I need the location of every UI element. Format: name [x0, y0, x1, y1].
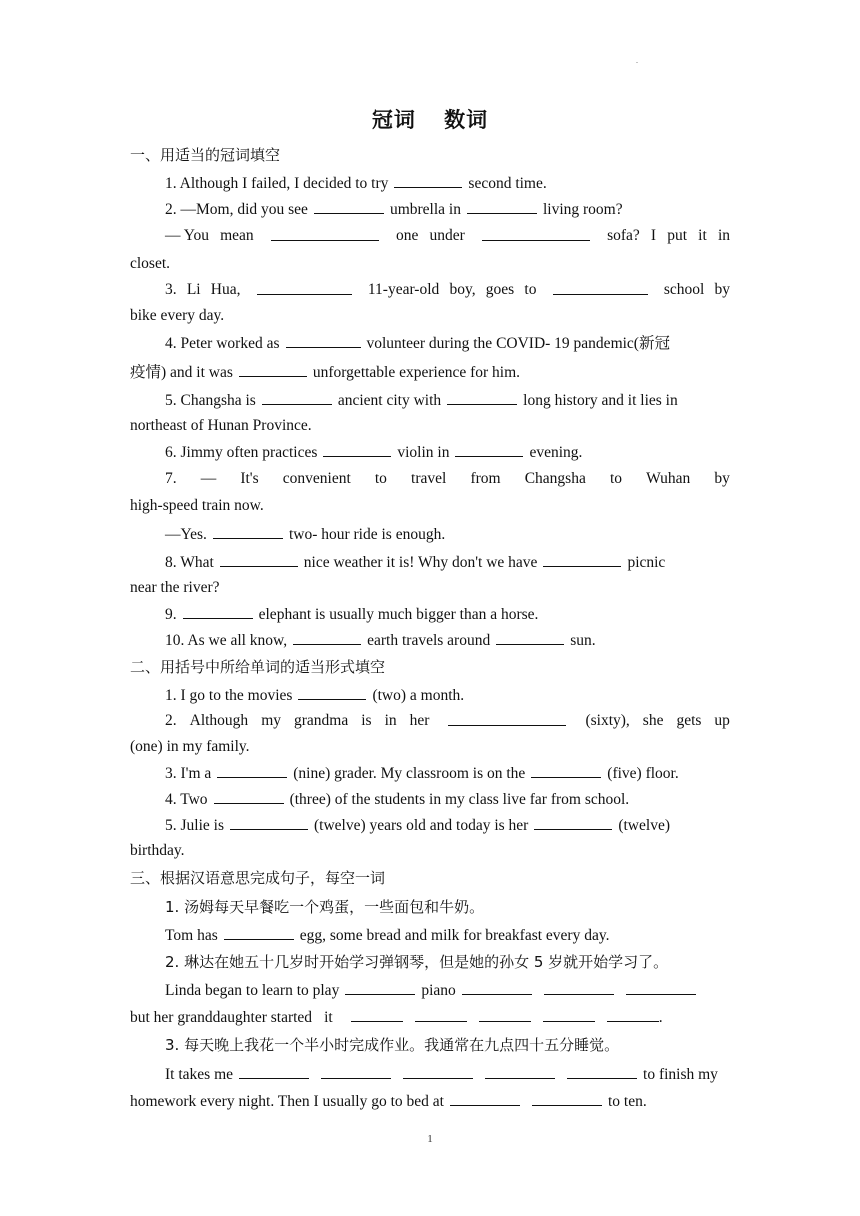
answer-blank[interactable] — [462, 980, 532, 995]
answer-blank[interactable] — [553, 280, 648, 295]
s3-q3-english: It takes me to finish my — [165, 1066, 718, 1083]
s3-q2-english: Linda began to learn to play piano — [165, 980, 730, 1001]
answer-blank[interactable] — [224, 925, 294, 940]
answer-blank[interactable] — [467, 199, 537, 214]
s1-q10: 10. As we all know, earth travels around sun. — [165, 632, 596, 649]
answer-blank[interactable] — [485, 1064, 555, 1079]
answer-blank[interactable] — [286, 333, 361, 348]
header-mark: . — [636, 56, 638, 65]
title-part-1: 冠词 — [371, 107, 416, 132]
section3-heading: 三、根据汉语意思完成句子，每空一词 — [130, 869, 386, 887]
s2-q2-cont: (one) in my family. — [130, 738, 250, 755]
answer-blank[interactable] — [607, 1007, 659, 1022]
answer-blank[interactable] — [298, 685, 366, 700]
answer-blank[interactable] — [403, 1064, 473, 1079]
section2-heading: 二、用括号中所给单词的适当形式填空 — [130, 658, 386, 676]
s1-q2: 2. —Mom, did you see umbrella in living room? — [165, 201, 623, 218]
s1-q4-cont: 疫情) and it was unforgettable experience for him. — [130, 364, 521, 381]
answer-blank[interactable] — [239, 362, 307, 377]
answer-blank[interactable] — [257, 280, 352, 295]
answer-blank[interactable] — [544, 980, 614, 995]
s1-q7-reply: —Yes. two- hour ride is enough. — [165, 526, 446, 543]
s3-q3-chinese: 3. 每天晚上我花一个半小时完成作业。我通常在九点四十五分睡觉。 — [165, 1036, 620, 1054]
answer-blank[interactable] — [415, 1007, 467, 1022]
s1-q2-reply: — You mean one under sofa? I put it in — [165, 227, 730, 244]
s1-q1: 1. Although I failed, I decided to try second time. — [165, 175, 547, 192]
section1-heading: 一、用适当的冠词填空 — [130, 146, 281, 164]
answer-blank[interactable] — [262, 390, 332, 405]
s1-q6: 6. Jimmy often practices violin in evening. — [165, 444, 583, 461]
s1-q8-cont: near the river? — [130, 579, 220, 596]
s2-q5-cont: birthday. — [130, 842, 185, 859]
answer-blank[interactable] — [394, 173, 462, 188]
s1-q7: 7. — It's convenient to travel from Changsha to Wuhan by — [165, 470, 730, 487]
answer-blank[interactable] — [531, 763, 601, 778]
answer-blank[interactable] — [183, 604, 253, 619]
answer-blank[interactable] — [239, 1064, 309, 1079]
s2-q1: 1. I go to the movies (two) a month. — [165, 687, 465, 704]
title-part-2: 数词 — [444, 107, 489, 132]
s1-q9: 9. elephant is usually much bigger than a horse. — [165, 606, 539, 623]
s1-q4: 4. Peter worked as volunteer during the COVID- 19 pandemic(新冠 — [165, 335, 670, 352]
answer-blank[interactable] — [543, 552, 621, 567]
answer-blank[interactable] — [271, 226, 379, 241]
s2-q3: 3. I'm a (nine) grader. My classroom is on the (five) floor. — [165, 765, 679, 782]
answer-blank[interactable] — [345, 980, 415, 995]
answer-blank[interactable] — [448, 711, 566, 726]
answer-blank[interactable] — [213, 524, 283, 539]
s3-q3-english-cont: homework every night. Then I usually go to bed at to ten. — [130, 1093, 647, 1110]
answer-blank[interactable] — [567, 1064, 637, 1079]
s3-q1-english: Tom has egg, some bread and milk for breakfast every day. — [165, 927, 610, 944]
answer-blank[interactable] — [543, 1007, 595, 1022]
answer-blank[interactable] — [534, 815, 612, 830]
s1-q5: 5. Changsha is ancient city with long history and it lies in — [165, 392, 678, 409]
page-number: 1 — [427, 1133, 433, 1145]
answer-blank[interactable] — [321, 1064, 391, 1079]
s2-q5: 5. Julie is (twelve) years old and today is her (twelve) — [165, 817, 670, 834]
answer-blank[interactable] — [455, 442, 523, 457]
s1-q8: 8. What nice weather it is! Why don't we have picnic — [165, 554, 666, 571]
answer-blank[interactable] — [479, 1007, 531, 1022]
answer-blank[interactable] — [626, 980, 696, 995]
s1-q3: 3. Li Hua, 11-year-old boy, goes to school by — [165, 281, 730, 298]
s1-q3-cont: bike every day. — [130, 307, 225, 324]
page-title — [0, 104, 860, 134]
answer-blank[interactable] — [323, 442, 391, 457]
s1-q7-cont: high-speed train now. — [130, 497, 264, 514]
s3-q1-chinese: 1. 汤姆每天早餐吃一个鸡蛋，一些面包和牛奶。 — [165, 898, 485, 916]
answer-blank[interactable] — [496, 630, 564, 645]
s1-q5-cont: northeast of Hunan Province. — [130, 417, 312, 434]
answer-blank[interactable] — [447, 390, 517, 405]
answer-blank[interactable] — [293, 630, 361, 645]
answer-blank[interactable] — [220, 552, 298, 567]
s3-q2-english-cont: but her granddaughter started it . — [130, 1009, 663, 1026]
answer-blank[interactable] — [217, 763, 287, 778]
s2-q4: 4. Two (three) of the students in my class live far from school. — [165, 791, 630, 808]
answer-blank[interactable] — [214, 789, 284, 804]
answer-blank[interactable] — [351, 1007, 403, 1022]
answer-blank[interactable] — [450, 1091, 520, 1106]
s3-q2-chinese: 2. 琳达在她五十几岁时开始学习弹钢琴，但是她的孙女 5 岁就开始学习了。 — [165, 953, 669, 971]
s1-q2-cont: closet. — [130, 255, 171, 272]
answer-blank[interactable] — [314, 199, 384, 214]
answer-blank[interactable] — [532, 1091, 602, 1106]
answer-blank[interactable] — [482, 226, 590, 241]
s2-q2: 2. Although my grandma is in her (sixty), she gets up — [165, 712, 730, 729]
answer-blank[interactable] — [230, 815, 308, 830]
